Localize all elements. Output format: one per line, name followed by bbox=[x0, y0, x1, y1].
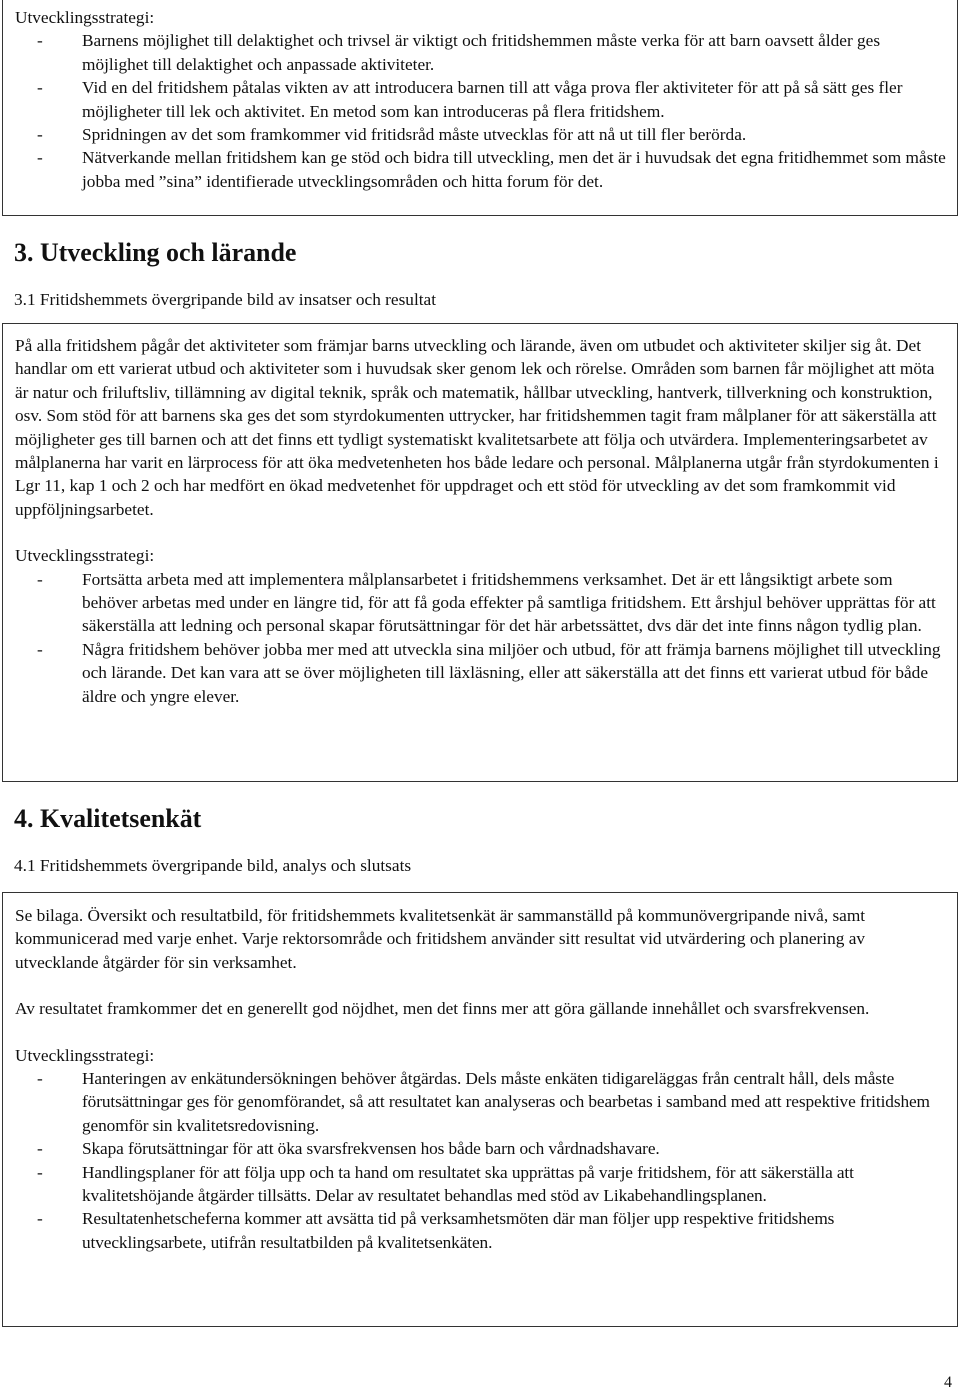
results-box-2 bbox=[2, 323, 958, 782]
dash-bullet: - bbox=[37, 1069, 43, 1089]
list-item: - Spridningen av det som framkommer vid fritidsråd måste utvecklas för att nå ut till fler berörda. bbox=[15, 123, 947, 146]
strategy-list bbox=[15, 568, 947, 708]
list-item: - Handlingsplaner för att följa upp och ta hand om resultatet ska upprättas på varje fritidshem, för att säkerställa att kvalitetshöjande åtgärder tillsätts. Delar av resultatet behandlas med stöd av Likabehandlingsplanen. bbox=[37, 1162, 854, 1206]
page-number: 4 bbox=[944, 1374, 952, 1391]
list-item: - Hanteringen av enkätundersökningen behöver åtgärdas. Dels måste enkäten tidigareläggas från centralt håll, dels måste förutsättningar ges för genomförandet, så att resultatet kan analyseras och bearbetas i samband med att respektive fritidshem genomför sin kvalitetsredovisning. bbox=[37, 1069, 930, 1135]
dash-bullet: - bbox=[37, 569, 43, 589]
strategy-list bbox=[15, 29, 947, 193]
dash-bullet: - bbox=[37, 148, 43, 168]
strategy-label: Utvecklingsstrategi: bbox=[15, 8, 155, 27]
section-heading: 4. Kvalitetsenkät bbox=[14, 804, 202, 833]
list-item: - Fortsätta arbeta med att implementera målplansarbetet i fritidshemmens verksamhet. Det är ett långsiktigt arbete som behöver arbetas med under en längre tid, för att få goda effekter på samtliga fritidshem. Ett årshjul behöver upprättas för att säkerställa att ledning och personal skapar förutsättningar för det här arbetssättet, dvs där det inte finns någon tydlig plan. bbox=[37, 569, 936, 636]
section-subheading: 4.1 Fritidshemmets övergripande bild, analys och slutsats bbox=[14, 856, 412, 875]
body-paragraph: På alla fritidshem pågår det aktiviteter som främjar barns utveckling och lärande, även om utbudet och aktiviteter skiljer sig åt. Det handlar om ett varierat utbud och aktiviteter som i huvudsak sker genom lek och rörelse. Områden som barnen får möjlighet att möta är natur och friluftsliv, tillämning av digital teknik, språk och matematik, hållbar utveckling, hantverk, tillverkning och konstruktion, osv. Som stöd för att barnens ska ges det som styrdokumenten uttrycker, har fritidshemmen tagit fram målplaner för att säkerställa att möjligheter ges till barnen och att det finns ett tydligt systematiskt kvalitetsarbete att följa och utvärdera. Implementeringsarbetet av målplanerna har varit en lärprocess för att öka medvetenheten hos både ledare och personal. Målplanerna utgår från styrdokumenten i Lgr 11, kap 1 och 2 och har medfört en ökad medvetenhet för uppdraget och ett stöd för utveckling av det som framkommit vid uppföljningsarbetet. bbox=[15, 336, 939, 519]
list-item: - Nätverkande mellan fritidshem kan ge stöd och bidra till utveckling, men det är i huvudsak det egna fritidhemmet som måste jobba med ”sina” identifierade utvecklingsområden och hitta forum för det. bbox=[37, 148, 946, 191]
survey-box-3 bbox=[2, 892, 958, 1327]
dash-bullet: - bbox=[37, 639, 43, 659]
section-subheading: 3.1 Fritidshemmets övergripande bild av insatser och resultat bbox=[14, 290, 437, 309]
strategy-label: Utvecklingsstrategi: bbox=[15, 1045, 155, 1065]
strategy-label: Utvecklingsstrategi: bbox=[15, 546, 155, 566]
dash-bullet: - bbox=[37, 31, 43, 51]
list-item: - Barnens möjlighet till delaktighet och trivsel är viktigt och fritidshemmen måste verka för att barn oavsett ålder ges möjlighet till delaktighet och anpassade aktiviteter. bbox=[37, 31, 881, 74]
dash-bullet: - bbox=[37, 125, 43, 145]
section-heading: 3. Utveckling och lärande bbox=[14, 238, 297, 267]
dash-bullet: - bbox=[37, 78, 43, 98]
strategy-list bbox=[15, 1067, 947, 1254]
dash-bullet: - bbox=[37, 1139, 43, 1159]
list-item: - Vid en del fritidshem påtalas vikten av att introducera barnen till att våga prova fler aktiviteter för att på så sätt ges fler möjligheter till lek och aktivitet. En metod som kan introduceras på flera fritidshem. bbox=[37, 78, 903, 121]
list-item: - Resultatenhetscheferna kommer att avsätta tid på verksamhetsmöten där man följer upp respektive fritidshems utvecklingsarbete, utifrån resultatbilden på kvalitetsenkäten. bbox=[37, 1209, 835, 1252]
dash-bullet: - bbox=[37, 1209, 43, 1229]
body-paragraph: Se bilaga. Översikt och resultatbild, för fritidshemmets kvalitetsenkät är sammanställd på kommunövergripande nivå, samt kommunicerad med varje enhet. Varje rektorsområde och fritidshem använder sitt resultat vid utvärdering och planering av utvecklande åtgärder för sin verksamhet. bbox=[15, 906, 866, 972]
strategy-box-1 bbox=[2, 0, 958, 216]
list-item: - Några fritidshem behöver jobba mer med att utveckla sina miljöer och utbud, för att främja barnens möjlighet till utveckling och lärande. Det kan vara att se över möjligheten till läxläsning, eller att säkerställa att det finns ett varierat utbud för både äldre och yngre elever. bbox=[37, 639, 941, 706]
body-paragraph: Av resultatet framkommer det en generellt god nöjdhet, men det finns mer att göra gällande innehållet och svarsfrekvensen. bbox=[15, 999, 870, 1019]
dash-bullet: - bbox=[37, 1162, 43, 1182]
list-item: - Skapa förutsättningar för att öka svarsfrekvensen hos både barn och vårdnadshavare. bbox=[15, 1137, 947, 1160]
